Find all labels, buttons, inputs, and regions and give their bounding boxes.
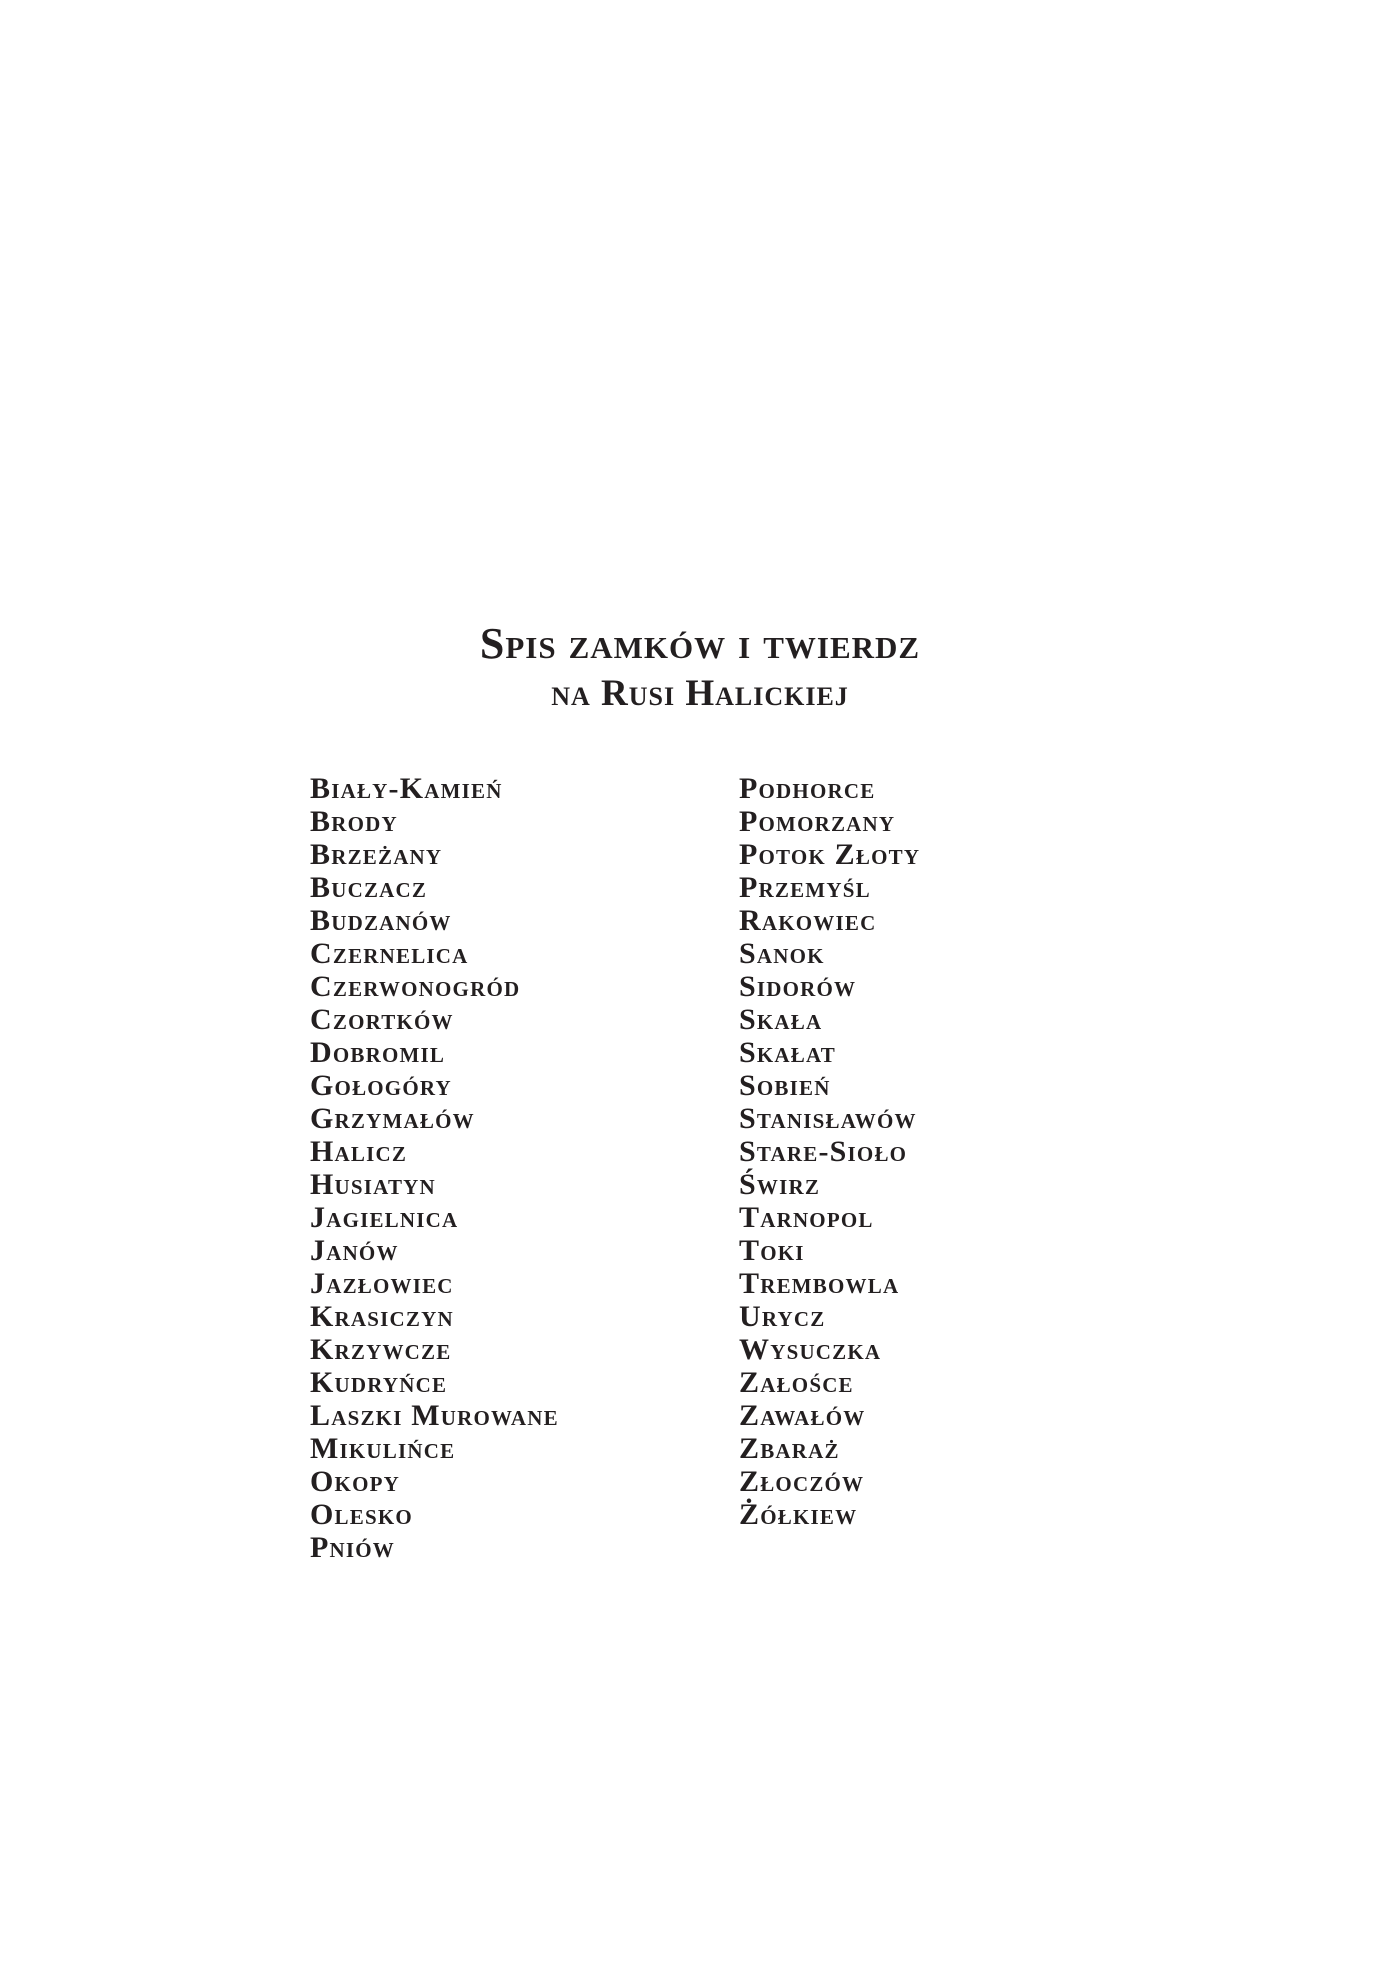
castle-list-right-column	[739, 772, 920, 1531]
list-item: Sobień	[739, 1069, 831, 1102]
list-item: Toki	[739, 1234, 805, 1267]
list-item: Trembowla	[739, 1267, 900, 1300]
list-item: Skała	[739, 1003, 823, 1036]
list-item: Czernelica	[310, 937, 469, 970]
list-item: Tarnopol	[739, 1201, 874, 1234]
castle-list-left-column	[310, 772, 559, 1564]
list-item: Okopy	[310, 1465, 400, 1498]
list-item: Jazłowiec	[310, 1267, 454, 1300]
list-item: Rakowiec	[739, 904, 877, 937]
list-item: Brody	[310, 805, 398, 838]
list-item: Dobromil	[310, 1036, 446, 1069]
list-item: Stare-Sioło	[739, 1135, 908, 1168]
list-item: Załośce	[739, 1366, 854, 1399]
list-item: Biały-Kamień	[310, 772, 503, 805]
list-item: Olesko	[310, 1498, 413, 1531]
list-item: Husiatyn	[310, 1168, 436, 1201]
list-item: Jagielnica	[310, 1201, 459, 1234]
list-item: Brzeżany	[310, 838, 443, 871]
list-item: Podhorce	[739, 772, 876, 805]
list-item: Złoczów	[739, 1465, 865, 1498]
list-item: Sidorów	[739, 970, 857, 1003]
list-item: Urycz	[739, 1300, 826, 1333]
list-item: Stanisławów	[739, 1102, 917, 1135]
list-item: Buczacz	[310, 871, 428, 904]
title-line-1: Spis zamków i twierdz	[479, 619, 921, 669]
list-item: Mikulińce	[310, 1432, 456, 1465]
list-item: Pniów	[310, 1531, 395, 1564]
list-item: Krasiczyn	[310, 1300, 454, 1333]
list-item: Czortków	[310, 1003, 454, 1036]
list-item: Wysuczka	[739, 1333, 882, 1366]
list-item: Krzywcze	[310, 1333, 452, 1366]
list-item: Skałat	[739, 1036, 837, 1069]
list-item: Gołogóry	[310, 1069, 452, 1102]
list-item: Świrz	[739, 1168, 821, 1201]
list-item: Laszki Murowane	[310, 1399, 559, 1432]
list-item: Przemyśl	[739, 871, 871, 904]
list-item: Janów	[310, 1234, 399, 1267]
list-item: Czerwonogród	[310, 970, 521, 1003]
list-item: Grzymałów	[310, 1102, 475, 1135]
page-title	[0, 619, 1400, 719]
list-item: Potok Złoty	[739, 838, 921, 871]
list-item: Zbaraż	[739, 1432, 840, 1465]
title-line-2: na Rusi Halickiej	[551, 673, 849, 715]
list-item: Żółkiew	[739, 1498, 858, 1531]
list-item: Pomorzany	[739, 805, 896, 838]
list-item: Sanok	[739, 937, 825, 970]
list-item: Zawałów	[739, 1399, 866, 1432]
list-item: Budzanów	[310, 904, 452, 937]
list-item: Halicz	[310, 1135, 408, 1168]
list-item: Kudryńce	[310, 1366, 448, 1399]
